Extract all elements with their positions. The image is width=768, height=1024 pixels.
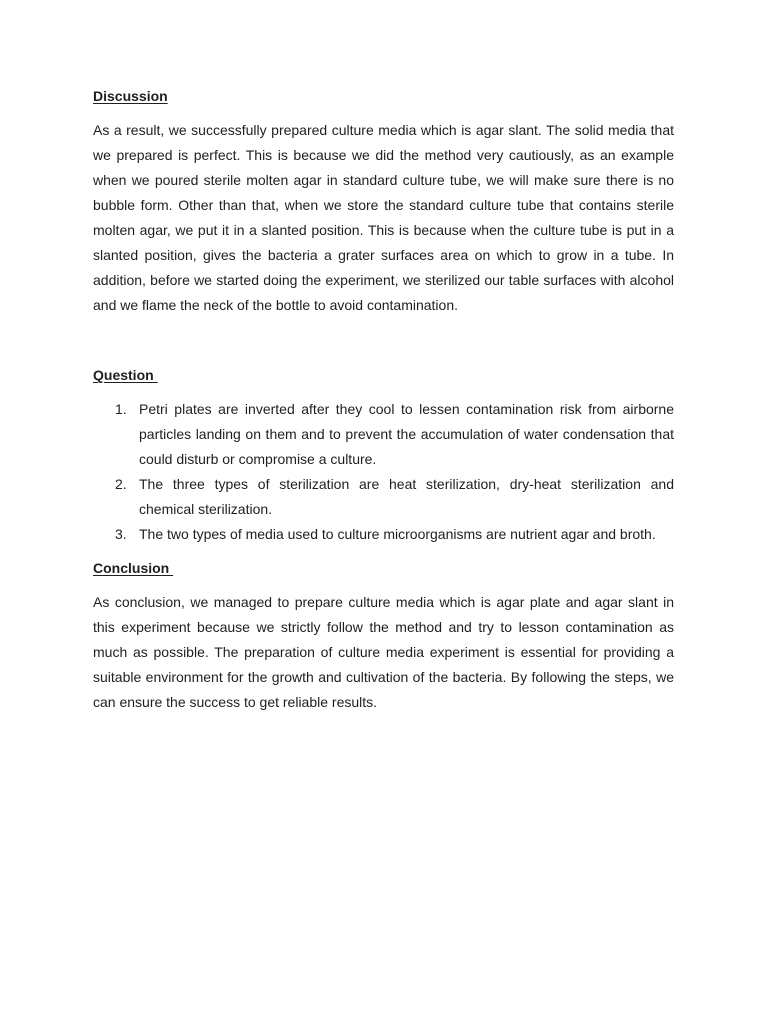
question-answer-text: Petri plates are inverted after they cool to lessen contamination risk from airborne particles landing on them and to prevent the accumulation of water condensation that could disturb or compromise a culture. (139, 401, 674, 467)
question-item-2 (93, 472, 674, 522)
conclusion-heading: Conclusion (93, 560, 174, 576)
question-answer-text: The two types of media used to culture microorganisms are nutrient agar and broth. (139, 526, 656, 542)
question-item-1 (93, 397, 674, 472)
discussion-heading: Discussion (93, 88, 168, 104)
discussion-paragraph: As a result, we successfully prepared culture media which is agar slant. The solid media that we prepared is perfect. This is because we did the method very cautiously, as an example when we poured sterile molten agar in standard culture tube, we will make sure there is no bubble form. Other than that, when we store the standard culture tube that contains sterile molten agar, we put it in a slanted position. This is because when the culture tube is put in a slanted position, gives the bacteria a grater surfaces area on which to grow in a tube. In addition, before we started doing the experiment, we sterilized our table surfaces with alcohol and we flame the neck of the bottle to avoid contamination. (93, 122, 674, 313)
conclusion-paragraph: As conclusion, we managed to prepare culture media which is agar plate and agar slant in this experiment because we strictly follow the method and try to lesson contamination as much as possible. The preparation of culture media experiment is essential for providing a suitable environment for the growth and cultivation of the bacteria. By following the steps, we can ensure the success to get reliable results. (93, 594, 674, 710)
question-number: 2. (115, 476, 127, 492)
document-content (93, 84, 674, 715)
question-number: 3. (115, 526, 127, 542)
question-heading: Question (93, 367, 158, 383)
question-number: 1. (115, 401, 127, 417)
question-answer-text: The three types of sterilization are heat sterilization, dry-heat sterilization and chemical sterilization. (139, 476, 674, 517)
question-item-3 (93, 522, 674, 547)
question-list (93, 397, 674, 547)
